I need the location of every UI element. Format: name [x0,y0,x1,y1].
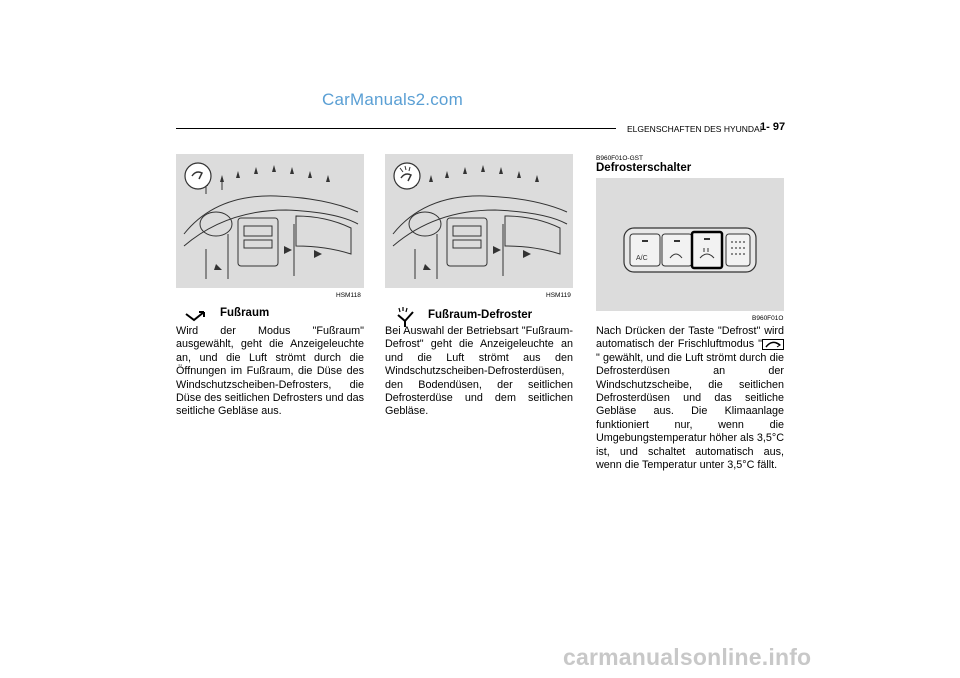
ac-button-label: A/C [636,255,648,262]
section-code: B960F01O-GST [596,155,643,162]
figure-code-hsm118: HSM118 [336,292,361,299]
watermark-bottom: carmanualsonline.info [563,644,812,670]
dashboard-floor-defrost-figure [385,154,573,288]
defroster-switch-figure [596,178,784,311]
figure-code-b960f01o: B960F01O [752,315,784,322]
footwell-airflow-icon [184,310,206,324]
body-text-part2: " gewählt, und die Luft strömt durch die Defrosterdüsen an der Windschutzscheibe, die seitlichen Defrosterdüsen und das seitliche Gebläse aus. Die Klimaanlage funktioniert nur, wenn die Umgebungstemperatur höher als 3,5°C ist, und schaltet automatisch aus, wenn die Temperatur unter 3,5°C fällt. [596,351,784,472]
header-section-title: ELGENSCHAFTEN DES HYUNDAI [627,124,763,134]
watermark-top: CarManuals2.com [322,90,463,109]
body-text-part1: Nach Drücken der Taste "Defrost" wird automatisch der Frischluftmodus " [596,325,784,351]
figure-code-hsm119: HSM119 [546,292,571,299]
page-number: 1- 97 [760,121,786,133]
body-text-fussraum-defroster: Bei Auswahl der Betriebsart "Fußraum-Defrost" geht die Anzeigeleuchte an und die Luft strömt aus den Windschutzscheiben-Defrosterdüsen, den Bodendüsen, der seitlichen Defrosterdüse und dem seitlichen Gebläse. [385,325,573,418]
section-title-fussraum: Fußraum [220,307,270,319]
body-text-defrosterschalter [596,325,784,472]
section-title-defrosterschalter: Defrosterschalter [596,162,692,174]
section-title-fussraum-defroster: Fußraum-Defroster [428,309,533,321]
fresh-air-mode-icon [762,339,784,350]
header-rule [176,128,616,129]
dashboard-footwell-figure [176,154,364,288]
body-text-fussraum: Wird der Modus "Fußraum" ausgewählt, geht die Anzeigeleuchte an, und die Luft strömt durch die Öffnungen im Fußraum, die Düse des Windschutzscheiben-Defrosters, die Düse des seitlichen Defrosters und das seitliche Gebläse aus. [176,325,364,418]
